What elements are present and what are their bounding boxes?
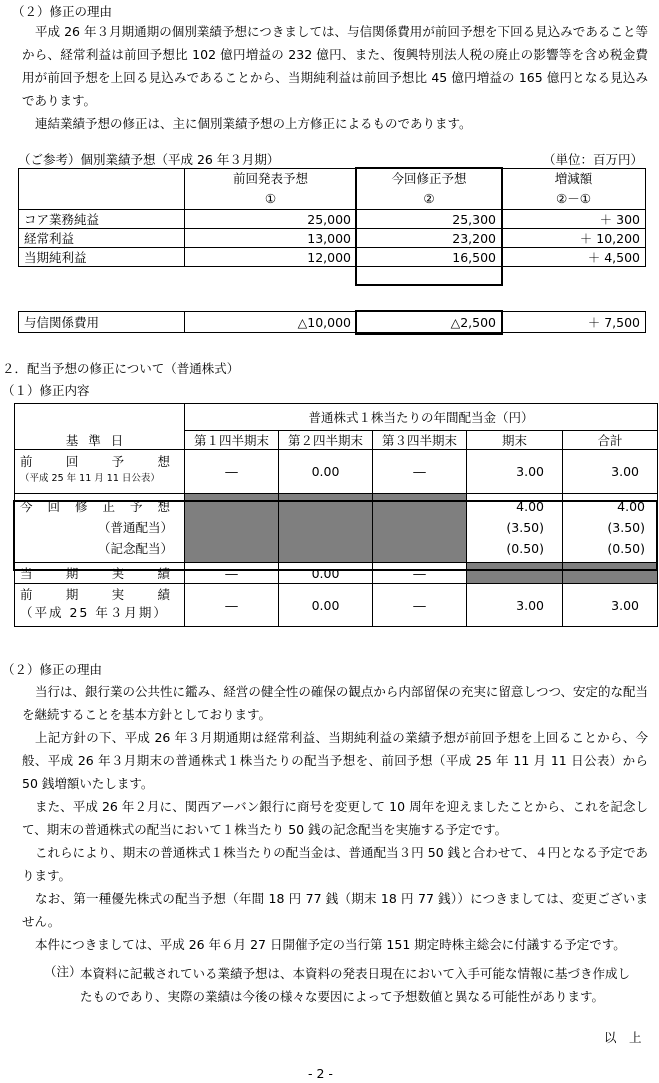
col-header-q2: 第２四半期末 [279,431,373,450]
row-curr-actual-label: 当期実績 [15,563,185,584]
table-1-unit: （単位：百万円） [542,152,643,167]
col-header-base-date: 基準日 [15,431,185,450]
credit-cost-table [18,311,646,333]
cell-year-end: 4.00 (3.50) (0.50) [467,494,563,563]
cell-q3: ― [373,450,467,494]
col-header-year-end: 期末 [467,431,563,450]
table-row [15,404,658,431]
table-row [15,450,658,494]
shaded-cell [467,563,563,584]
reason-2-paragraph: 本件につきましては、平成 26 年６月 27 日開催予定の当行第 151 期定時株主総会に付議する予定です。 [35,937,626,952]
header-diff-mark: ②－① [502,187,646,210]
reason-1-paragraph: 連結業績予想の修正は、主に個別業績予想の上方修正によるものであります。 [35,116,472,131]
note-label: （注） [44,964,82,979]
shaded-cell [185,494,279,563]
reason-2-paragraph: これらにより、期末の普通株式１株当たりの配当金は、普通配当３円 50 銭と合わせて、４円となる予定であります。 [22,845,648,883]
table-row [19,312,646,333]
shaded-cell [563,563,658,584]
header-prev-mark: ① [185,187,357,210]
reason-1-body [22,20,648,135]
row-label: コア業務純益 [19,210,185,229]
cell-curr: 23,200 [357,229,502,248]
table-row [19,187,646,210]
reason-2-paragraph: なお、第一種優先株式の配当予想（年間 18 円 77 銭（期末 18 円 77 銭））につきましては、変更ございません。 [22,891,648,929]
cell-curr: 16,500 [357,248,502,267]
page-number: - 2 - [308,1066,333,1081]
row-label: 当期純利益 [19,248,185,267]
row-prev-forecast-label: 前回予想 （平成 25 年 11 月 11 日公表） [15,450,185,494]
col-header-q1: 第１四半期末 [185,431,279,450]
cell-q3: ― [373,584,467,627]
note-text: 本資料に記載されている業績予想は、本資料の発表日現在において入手可能な情報に基づき作成したものであり、実際の業績は今後の様々な要因によって予想数値と異なる可能性があります。 [80,966,631,1004]
section-2-heading: ２．配当予想の修正について（普通株式） [2,361,240,376]
section-heading-reason-2: （２）修正の理由 [2,662,103,677]
col-header-total: 合計 [563,431,658,450]
col-header-q3: 第３四半期末 [373,431,467,450]
shaded-cell [373,494,467,563]
shaded-cell [279,494,373,563]
cell-q1: ― [185,584,279,627]
cell-prev: 13,000 [185,229,357,248]
cell-diff: ＋ 4,500 [502,248,646,267]
cell-q2: 0.00 [279,584,373,627]
cell-q2: 0.00 [279,563,373,584]
header-diff: 増減額 [502,169,646,188]
cell-prev: 12,000 [185,248,357,267]
cell-diff: ＋ 300 [502,210,646,229]
closing-text: 以 上 [604,1030,642,1045]
group-header: 普通株式１株当たりの年間配当金（円） [185,404,658,431]
row-label: 経常利益 [19,229,185,248]
reason-1-paragraph: 平成 26 年３月期通期の個別業績予想につきましては、与信関係費用が前回予想を下回る見込みであること等から、経常利益は前回予想比 102 億円増益の 232 億円、また、復興特別法人税の廃止の影響等を含め税金費用が前回予想を上回る見込みであることから、当期純利益は前回予想比 45 億円増益の 165 億円となる見込みであります。 [22,24,648,108]
table-1-caption: （ご参考）個別業績予想（平成 26 年３月期） [18,152,280,167]
header-curr-mark: ② [357,187,502,210]
table-row [15,431,658,450]
row-prev-actual-label: 前期実績 （平成 25 年３月期） [15,584,185,627]
cell-prev: 25,000 [185,210,357,229]
cell-total: 3.00 [563,584,658,627]
table-row [19,210,646,229]
individual-forecast-table [18,168,646,267]
cell-curr: △2,500 [357,312,502,333]
section-heading-reason-1: （２）修正の理由 [12,4,113,19]
reason-2-paragraph: 当行は、銀行業の公共性に鑑み、経営の健全性の確保の観点から内部留保の充実に留意しつつ、安定的な配当を継続することを基本方針としております。 [22,684,648,722]
cell-q2: 0.00 [279,450,373,494]
cell-prev: △10,000 [185,312,357,333]
cell-curr: 25,300 [357,210,502,229]
cell-q1: ― [185,563,279,584]
row-curr-forecast-label: 今回修正予想 （普通配当） （記念配当） [15,494,185,563]
header-prev-forecast: 前回発表予想 [185,169,357,188]
cell-year-end: 3.00 [467,450,563,494]
cell-q1: ― [185,450,279,494]
table-row [19,248,646,267]
table-row [15,563,658,584]
table-row [19,229,646,248]
reason-2-paragraph: 上記方針の下、平成 26 年３月期通期は経常利益、当期純利益の業績予想が前回予想を上回ることから、今般、平成 26 年３月期末の普通株式１株当たりの配当予想を、前回予想（平成 25 年 11 月 11 日公表）から 50 銭増額いたします。 [22,730,648,791]
dividend-table [14,403,658,627]
row-label: 与信関係費用 [19,312,185,333]
table-row [15,584,658,627]
section-2-subheading: （１）修正内容 [2,383,90,398]
header-curr-forecast: 今回修正予想 [357,169,502,188]
cell-q3: ― [373,563,467,584]
reason-2-body [22,680,648,956]
table-row [15,494,658,563]
table-row [19,169,646,188]
cell-total: 3.00 [563,450,658,494]
cell-diff: ＋ 7,500 [502,312,646,333]
cell-total: 4.00 (3.50) (0.50) [563,494,658,563]
cell-year-end: 3.00 [467,584,563,627]
reason-2-paragraph: また、平成 26 年２月に、関西アーバン銀行に商号を変更して 10 周年を迎えましたことから、これを記念して、期末の普通株式の配当において１株当たり 50 銭の記念配当を実施する予定です。 [22,799,648,837]
cell-diff: ＋ 10,200 [502,229,646,248]
